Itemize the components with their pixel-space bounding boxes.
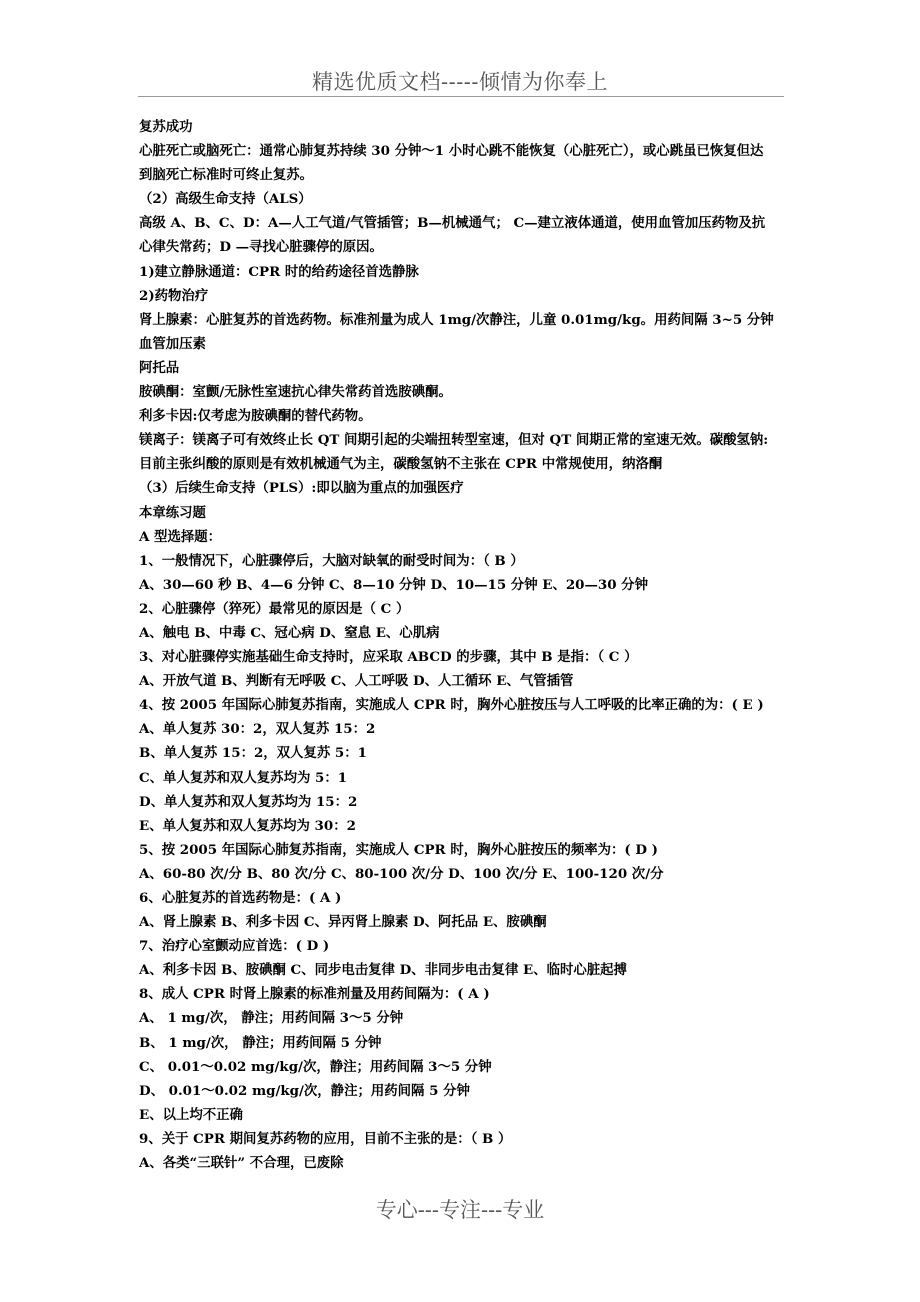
options-line: E、单人复苏和双人复苏均为 30：2 <box>139 817 356 834</box>
text-line: 本章练习题 <box>139 504 206 521</box>
text-line: 到脑死亡标准时可终止复苏。 <box>139 167 314 184</box>
options-line: A、开放气道 B、判断有无呼吸 C、人工呼吸 D、人工循环 E、气管插管 <box>139 673 574 690</box>
options-line: A、肾上腺素 B、利多卡因 C、异丙肾上腺素 D、阿托品 E、胺碘酮 <box>139 914 547 931</box>
options-line: C、 0.01～0.02 mg/kg/次，静注；用药间隔 3～5 分钟 <box>139 1058 492 1075</box>
text-line: 胺碘酮：室颤/无脉性室速抗心律失常药首选胺碘酮。 <box>139 384 452 401</box>
page-header: 精选优质文档-----倾情为你奉上 <box>312 70 608 94</box>
text-line: 目前主张纠酸的原则是有效机械通气为主，碳酸氢钠不主张在 CPR 中常规使用，纳洛酮 <box>139 456 663 473</box>
options-line: A、单人复苏 30：2，双人复苏 15：2 <box>139 721 376 738</box>
text-line: 利多卡因:仅考虑为胺碘酮的替代药物。 <box>139 408 372 425</box>
question-line: 7、治疗心室颤动应首选：( D ) <box>139 938 330 955</box>
document-body <box>139 115 799 1175</box>
text-line: 肾上腺素：心脏复苏的首选药物。标准剂量为成人 1mg/次静注，儿童 0.01mg/kg。用药间隔 3~5 分钟 <box>139 311 774 328</box>
question-line: 6、心脏复苏的首选药物是：( A ) <box>139 890 342 906</box>
question-line: 9、关于 CPR 期间复苏药物的应用，目前不主张的是：（ B ） <box>139 1130 512 1147</box>
options-line: A、利多卡因 B、胺碘酮 C、同步电击复律 D、非同步电击复律 E、临时心脏起搏 <box>139 962 627 979</box>
options-line: D、 0.01～0.02 mg/kg/次，静注；用药间隔 5 分钟 <box>139 1082 470 1099</box>
text-line: 阿托品 <box>139 359 180 376</box>
text-line: 血管加压素 <box>139 335 206 352</box>
text-line: 心律失常药；D —寻找心脏骤停的原因。 <box>139 239 383 256</box>
question-line: 2、心脏骤停（猝死）最常见的原因是（ C ） <box>139 600 410 617</box>
question-line: 8、成人 CPR 时肾上腺素的标准剂量及用药间隔为：( A ) <box>139 986 490 1003</box>
text-line: 镁离子：镁离子可有效终止长 QT 间期引起的尖端扭转型室速，但对 QT 间期正常的室速无效。碳酸氢钠: <box>139 432 769 449</box>
text-line: （2）高级生命支持（ALS） <box>139 191 312 208</box>
question-line: 3、对心脏骤停实施基础生命支持时，应采取 ABCD 的步骤，其中 B 是指：（ C ） <box>139 649 638 666</box>
options-line: A、60-80 次/分 B、80 次/分 C、80-100 次/分 D、100 次/分 E、100-120 次/分 <box>139 865 664 882</box>
text-line: 高级 A、B、C、D：A—人工气道/气管插管；B—机械通气； C—建立液体通道，使用血管加压药物及抗 <box>139 215 766 232</box>
page-footer: 专心---专注---专业 <box>375 1198 545 1222</box>
text-line: A 型选择题： <box>139 528 222 545</box>
options-line: A、 1 mg/次， 静注；用药间隔 3～5 分钟 <box>139 1010 404 1027</box>
question-line: 1、一般情况下，心脏骤停后，大脑对缺氧的耐受时间为：（ B ） <box>139 552 524 569</box>
question-line: 5、按 2005 年国际心肺复苏指南，实施成人 CPR 时，胸外心脏按压的频率为：( D ) <box>139 841 659 858</box>
options-line: D、单人复苏和双人复苏均为 15：2 <box>139 793 358 810</box>
text-line: （3）后续生命支持（PLS）:即以脑为重点的加强医疗 <box>139 480 464 497</box>
header-divider <box>138 96 784 97</box>
options-line: E、以上均不正确 <box>139 1106 243 1123</box>
question-line: 4、按 2005 年国际心肺复苏指南，实施成人 CPR 时，胸外心脏按压与人工呼吸的比率正确的为：( E ) <box>139 697 764 714</box>
options-line: A、各类“三联针” 不合理，已废除 <box>139 1155 344 1172</box>
options-line: B、单人复苏 15：2，双人复苏 5：1 <box>139 745 367 762</box>
text-line: 复苏成功 <box>139 119 193 135</box>
text-line: 2)药物治疗 <box>139 287 209 304</box>
text-line: 1)建立静脉通道：CPR 时的给药途径首选静脉 <box>139 263 419 280</box>
options-line: C、单人复苏和双人复苏均为 5：1 <box>139 769 348 786</box>
options-line: A、触电 B、中毒 C、冠心病 D、窒息 E、心肌病 <box>139 624 440 641</box>
text-line: 心脏死亡或脑死亡：通常心肺复苏持续 30 分钟～1 小时心跳不能恢复（心脏死亡），或心跳虽已恢复但达 <box>139 143 764 160</box>
options-line: A、30—60 秒 B、4—6 分钟 C、8—10 分钟 D、10—15 分钟 E、20—30 分钟 <box>139 576 648 593</box>
options-line: B、 1 mg/次， 静注；用药间隔 5 分钟 <box>139 1034 382 1051</box>
